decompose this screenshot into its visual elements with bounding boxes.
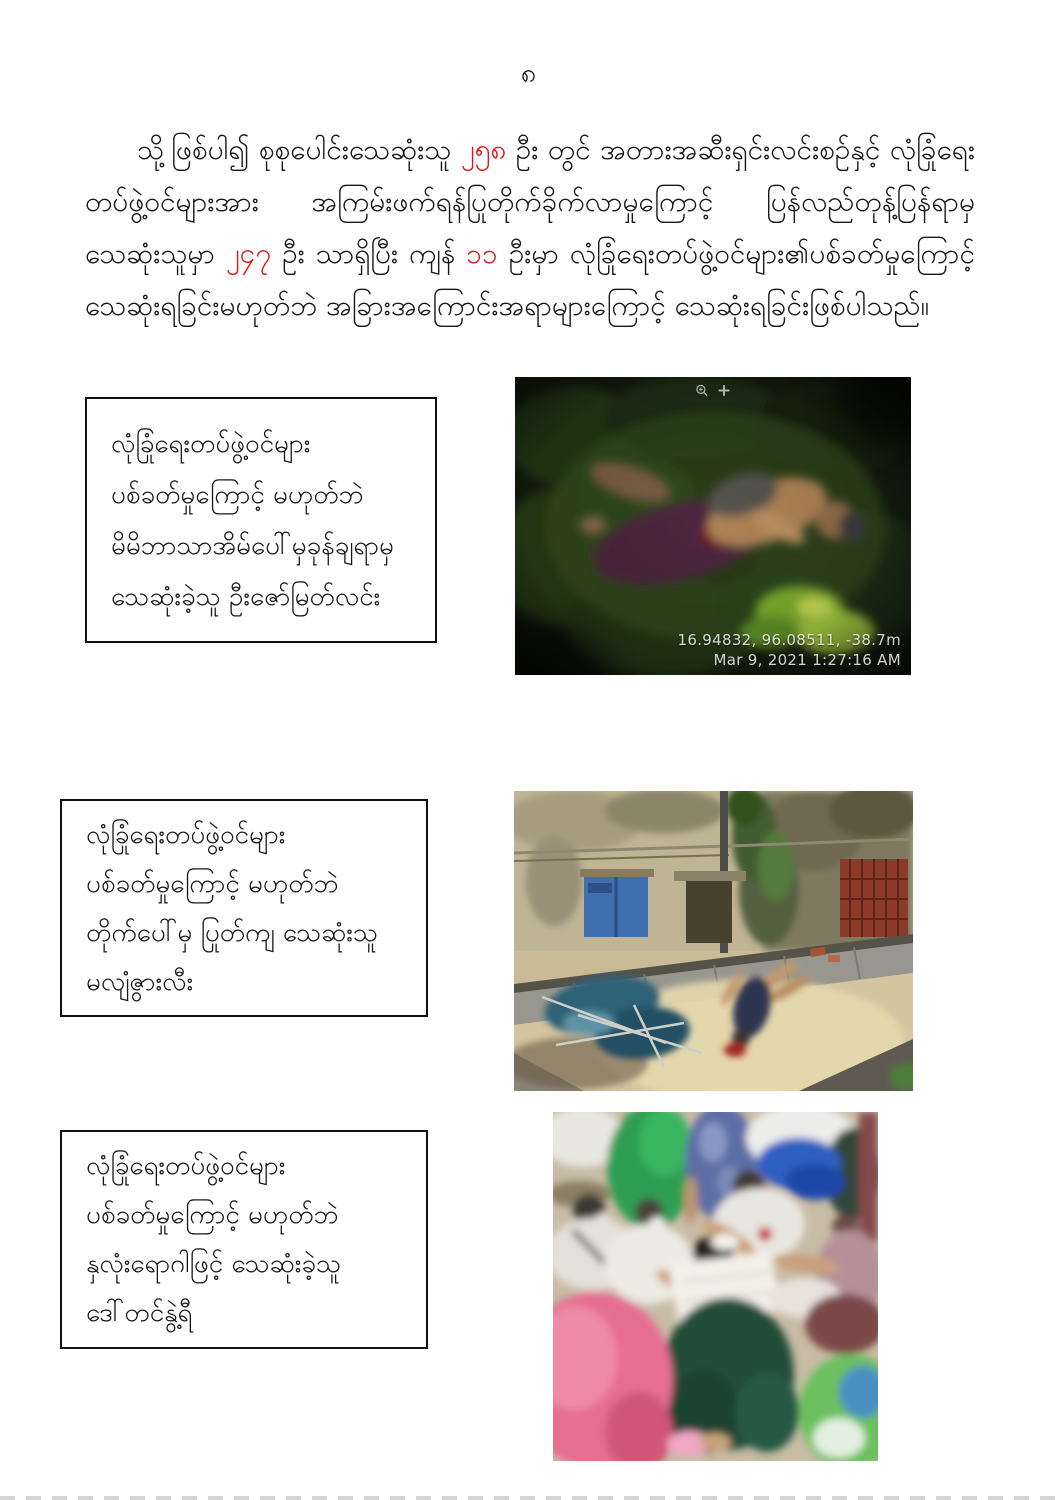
next-page-edge — [0, 1496, 1057, 1500]
caption-box-entry-3 — [60, 1130, 428, 1349]
text-segment: တပ်ဖွဲ့ဝင်များအား အကြမ်းဖက်ရန်ပြုတိုက်ခိုက်လာမှုကြောင့် ပြန်လည်တုန့်ပြန်ရာမှ — [85, 185, 975, 218]
photo-timestamp: Mar 9, 2021 1:27:16 AM — [713, 651, 901, 669]
text-segment: ဦး တွင် အတားအဆီးရှင်းလင်းစဉ်နှင့် လုံခြုံရေး — [506, 133, 975, 166]
death-count-crackdown: ၂၄၇ — [225, 237, 272, 270]
text-segment: သို့ဖြစ်ပါ၍ စုစုပေါင်းသေဆုံးသူ — [137, 133, 461, 166]
caption-line: လုံခြုံရေးတပ်ဖွဲ့ဝင်များ — [86, 1151, 286, 1181]
caption-line: ပစ်ခတ်မှုကြောင့် မဟုတ်ဘဲ — [86, 869, 339, 899]
paragraph-line — [85, 280, 975, 332]
paragraph-line — [85, 124, 975, 176]
caption-line: မလျံဇွားလီး — [86, 967, 194, 997]
caption-line: လုံခြုံရေးတပ်ဖွဲ့ဝင်များ — [86, 820, 286, 850]
text-segment: ဦးမှာ လုံခြုံရေးတပ်ဖွဲ့ဝင်များ၏ပစ်ခတ်မှုကြောင့် — [497, 237, 975, 270]
magnifier-plus-icon — [696, 384, 709, 397]
photo-entry-1 — [515, 377, 911, 675]
death-count-other: ၁၁ — [466, 237, 498, 270]
caption-line: ပစ်ခတ်မှုကြောင့် မဟုတ်ဘဲ — [86, 1200, 339, 1230]
paragraph-line — [85, 228, 975, 280]
death-count-total: ၂၅၈ — [460, 133, 507, 166]
body-paragraph — [85, 124, 975, 332]
photo-zoom-controls — [696, 384, 731, 397]
text-segment: သေဆုံးရခြင်းမဟုတ်ဘဲ အခြားအကြောင်းအရာများကြောင့် သေဆုံးရခြင်းဖြစ်ပါသည်။ — [85, 289, 930, 322]
caption-box-entry-1 — [85, 397, 437, 643]
text-segment: ဦး သာရှိပြီး ကျန် — [271, 237, 467, 270]
caption-line: ပစ်ခတ်မှုကြောင့် မဟုတ်ဘဲ — [111, 480, 364, 510]
caption-line: သေဆုံးခဲ့သူ ဦးဇော်မြတ်လင်း — [111, 582, 381, 612]
caption-line: ဒေါ်တင်နွဲ့ရီ — [86, 1298, 193, 1328]
caption-line: နှလုံးရောဂါဖြင့် သေဆုံးခဲ့သူ — [86, 1249, 342, 1279]
text-segment: သေဆုံးသူမှာ — [85, 237, 226, 270]
photo-gps-overlay — [678, 630, 901, 670]
paragraph-line — [85, 176, 975, 228]
page-number: ၈ — [520, 58, 537, 89]
plus-icon — [718, 384, 731, 397]
caption-line: လုံခြုံရေးတပ်ဖွဲ့ဝင်များ — [111, 429, 311, 459]
photo-entry-3 — [553, 1112, 878, 1461]
caption-line: မိမိဘာသာအိမ်ပေါ်မှခုန်ချရာမှ — [111, 531, 394, 561]
gps-coordinates: 16.94832, 96.08511, -38.7m — [677, 631, 901, 649]
photo-illustration — [514, 791, 913, 1091]
photo-entry-2 — [514, 791, 913, 1091]
photo-illustration — [553, 1112, 878, 1461]
caption-box-entry-2 — [60, 799, 428, 1017]
caption-line: တိုက်ပေါ်မှ ပြုတ်ကျ သေဆုံးသူ — [86, 918, 378, 948]
